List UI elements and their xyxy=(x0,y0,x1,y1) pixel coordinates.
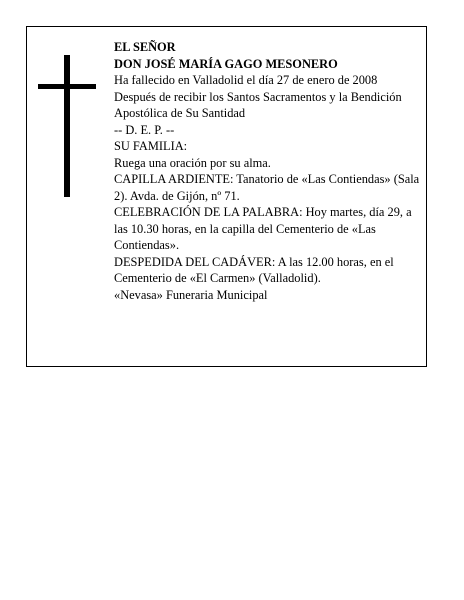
sacraments-line: Después de recibir los Santos Sacramentos y la Bendición Apostólica de Su Santidad xyxy=(114,89,402,120)
rip-line: -- D. E. P. -- xyxy=(114,122,175,137)
notice-title-honorific: EL SEÑOR xyxy=(114,40,176,54)
ceremony-info: CELEBRACIÓN DE LA PALABRA: Hoy martes, día 29, a las 10.30 horas, en la capilla del Cementerio de «Las Contiendas». xyxy=(114,205,412,252)
farewell-info: DESPEDIDA DEL CADÁVER: A las 12.00 horas, en el Cementerio de «El Carmen» (Valladolid). xyxy=(114,254,394,285)
chapel-info: CAPILLA ARDIENTE: Tanatorio de «Las Contiendas» (Sala 2). Avda. de Gijón, nº 71. xyxy=(114,172,420,203)
deceased-name: DON JOSÉ MARÍA GAGO MESONERO xyxy=(114,56,338,71)
cross-vertical-bar xyxy=(64,55,70,197)
funeral-home: «Nevasa» Funeraria Municipal xyxy=(114,287,268,302)
prayer-request: Ruega una oración por su alma. xyxy=(114,155,271,170)
obituary-text xyxy=(114,39,420,303)
family-heading: SU FAMILIA: xyxy=(114,139,188,153)
death-date-line: Ha fallecido en Valladolid el día 27 de enero de 2008 xyxy=(114,73,378,87)
cross-horizontal-bar xyxy=(38,84,96,89)
